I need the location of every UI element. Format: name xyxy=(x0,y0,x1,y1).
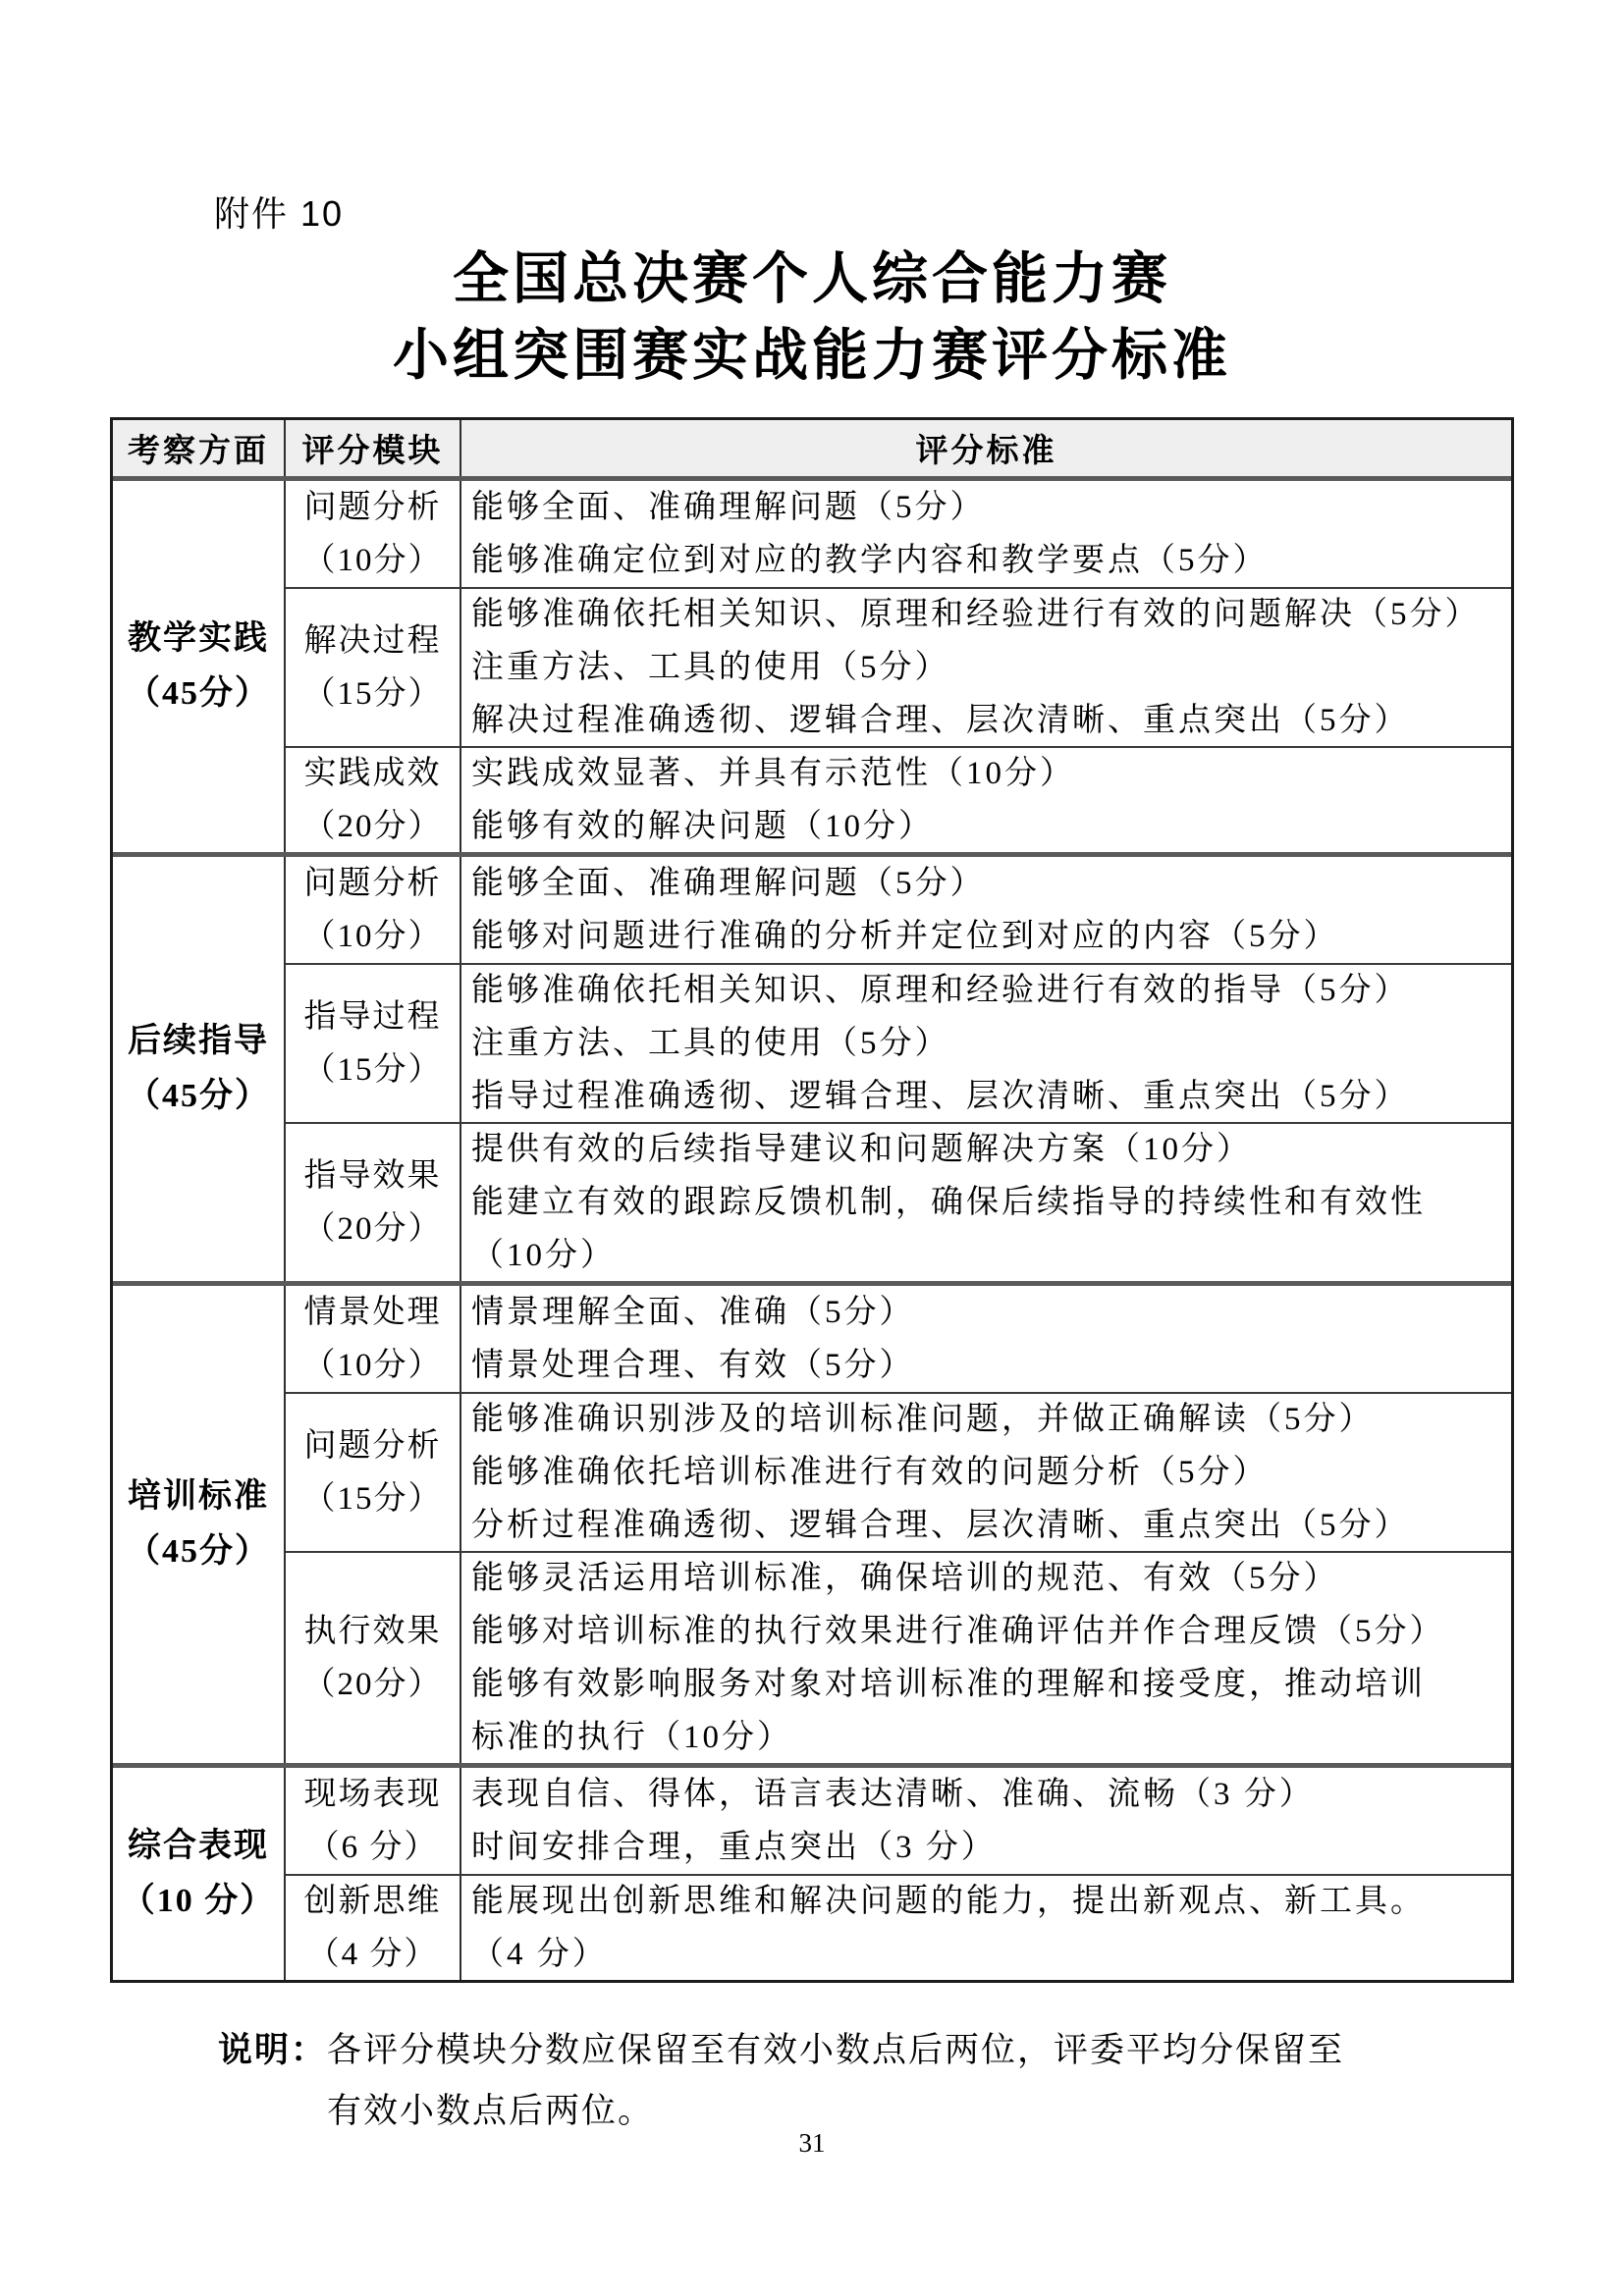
standard-line: 能够对问题进行准确的分析并定位到对应的内容（5分） xyxy=(471,919,1339,954)
module-rows xyxy=(286,1768,1511,1980)
footnote xyxy=(218,2020,1344,2142)
table-row xyxy=(286,1286,1511,1392)
title-line-1: 全国总决赛个人综合能力赛 xyxy=(453,248,1171,310)
table-group xyxy=(113,852,1511,1281)
page-number: 31 xyxy=(798,2128,826,2158)
table-group xyxy=(113,1281,1511,1763)
table-row xyxy=(286,587,1511,746)
table-row xyxy=(286,963,1511,1122)
standard-line: 标准的执行（10分） xyxy=(471,1720,792,1755)
module-label-line: （15分） xyxy=(302,676,443,712)
standard-line: 情景处理合理、有效（5分） xyxy=(471,1348,915,1383)
header-standard: 评分标准 xyxy=(915,432,1057,468)
standard-line: （10分） xyxy=(471,1238,616,1273)
module-cell xyxy=(286,965,461,1122)
standard-line: 表现自信、得体，语言表达清晰、准确、流畅（3 分） xyxy=(471,1777,1315,1812)
title-line-2: 小组突围赛实战能力赛评分标准 xyxy=(393,325,1231,387)
aspect-label-line: 培训标准 xyxy=(128,1478,269,1515)
aspect-label-line: （45分） xyxy=(127,675,270,712)
module-cell xyxy=(286,1394,461,1551)
module-label-line: （20分） xyxy=(302,1211,443,1247)
module-rows xyxy=(286,1286,1511,1763)
standard-line: 能够准确依托相关知识、原理和经验进行有效的问题解决（5分） xyxy=(471,597,1481,632)
standard-cell xyxy=(461,589,1511,746)
module-label-line: 指导效果 xyxy=(303,1158,442,1194)
module-label-line: （4 分） xyxy=(306,1937,439,1972)
standard-line: 能够灵活运用培训标准，确保培训的规范、有效（5分） xyxy=(471,1561,1339,1596)
standard-line: 指导过程准确透彻、逻辑合理、层次清晰、重点突出（5分） xyxy=(471,1079,1410,1114)
footnote-line-1: 各评分模块分数应保留至有效小数点后两位，评委平均分保留至 xyxy=(327,2031,1345,2069)
header-aspect: 考察方面 xyxy=(113,420,286,476)
footnote-label: 说明： xyxy=(218,2031,328,2069)
module-rows xyxy=(286,857,1511,1281)
aspect-label-line: （45分） xyxy=(127,1078,270,1114)
footnote-line-2: 有效小数点后两位。 xyxy=(327,2092,655,2130)
aspect-label-line: （45分） xyxy=(127,1533,270,1570)
module-cell xyxy=(286,481,461,587)
aspect-cell xyxy=(113,1286,286,1763)
standard-line: 解决过程准确透彻、逻辑合理、层次清晰、重点突出（5分） xyxy=(471,703,1410,738)
table-row xyxy=(286,746,1511,852)
standard-line: 能够全面、准确理解问题（5分） xyxy=(471,490,986,525)
table-row xyxy=(286,1874,1511,1980)
module-cell xyxy=(286,748,461,852)
standard-cell xyxy=(461,1876,1511,1980)
standard-line: 能够全面、准确理解问题（5分） xyxy=(471,866,986,901)
aspect-cell xyxy=(113,857,286,1281)
module-label-line: 实践成效 xyxy=(303,756,442,791)
module-label-line: （10分） xyxy=(302,543,443,578)
footnote-body xyxy=(327,2020,1344,2142)
table-row xyxy=(286,857,1511,963)
standard-cell xyxy=(461,1124,1511,1281)
standard-line: 注重方法、工具的使用（5分） xyxy=(471,1026,950,1061)
document-title xyxy=(0,241,1624,395)
module-label-line: （10分） xyxy=(302,919,443,954)
module-cell xyxy=(286,1286,461,1392)
standard-line: 注重方法、工具的使用（5分） xyxy=(471,650,950,685)
attachment-label: 附件 10 xyxy=(214,193,345,234)
module-cell xyxy=(286,1768,461,1874)
table-header-row xyxy=(113,420,1511,481)
standard-line: 能够对培训标准的执行效果进行准确评估并作合理反馈（5分） xyxy=(471,1614,1445,1649)
standard-line: 能够有效的解决问题（10分） xyxy=(471,809,934,844)
standard-line: 时间安排合理，重点突出（3 分） xyxy=(471,1830,997,1865)
standard-cell xyxy=(461,748,1511,852)
standard-line: 情景理解全面、准确（5分） xyxy=(471,1295,915,1330)
standard-line: 能够准确依托培训标准进行有效的问题分析（5分） xyxy=(471,1455,1269,1490)
aspect-label-line: （10 分） xyxy=(121,1883,276,1919)
table-row xyxy=(286,1122,1511,1281)
standard-line: 能够准确依托相关知识、原理和经验进行有效的指导（5分） xyxy=(471,973,1410,1008)
module-label-line: 创新思维 xyxy=(303,1884,442,1919)
table-body xyxy=(113,481,1511,1980)
module-label-line: 现场表现 xyxy=(303,1777,442,1812)
table-row xyxy=(286,1392,1511,1551)
standard-line: 分析过程准确透彻、逻辑合理、层次清晰、重点突出（5分） xyxy=(471,1508,1410,1543)
standard-cell xyxy=(461,857,1511,963)
aspect-cell xyxy=(113,1768,286,1980)
standard-line: 能够有效影响服务对象对培训标准的理解和接受度，推动培训 xyxy=(471,1667,1426,1702)
aspect-cell xyxy=(113,481,286,852)
standard-cell xyxy=(461,1286,1511,1392)
module-label-line: （10分） xyxy=(302,1348,443,1383)
standard-cell xyxy=(461,481,1511,587)
standard-cell xyxy=(461,965,1511,1122)
standard-line: 实践成效显著、并具有示范性（10分） xyxy=(471,756,1075,791)
module-label-line: 指导过程 xyxy=(303,999,442,1035)
table-row xyxy=(286,1551,1511,1763)
module-label-line: （15分） xyxy=(302,1052,443,1088)
module-label-line: 解决过程 xyxy=(303,623,442,659)
standard-line: 能够准确定位到对应的教学内容和教学要点（5分） xyxy=(471,543,1269,578)
module-label-line: 执行效果 xyxy=(303,1614,442,1649)
standard-cell xyxy=(461,1553,1511,1763)
module-label-line: （6 分） xyxy=(306,1830,439,1865)
aspect-label-line: 综合表现 xyxy=(128,1828,269,1864)
table-group xyxy=(113,481,1511,852)
standard-cell xyxy=(461,1394,1511,1551)
standard-cell xyxy=(461,1768,1511,1874)
module-label-line: 问题分析 xyxy=(303,1428,442,1464)
standard-line: 能建立有效的跟踪反馈机制，确保后续指导的持续性和有效性 xyxy=(471,1185,1426,1220)
module-label-line: （20分） xyxy=(302,1667,443,1702)
module-rows xyxy=(286,481,1511,852)
table-row xyxy=(286,481,1511,587)
standard-line: 能够准确识别涉及的培训标准问题，并做正确解读（5分） xyxy=(471,1402,1375,1437)
module-label-line: （20分） xyxy=(302,809,443,844)
standard-line: （4 分） xyxy=(471,1937,608,1972)
standard-line: 提供有效的后续指导建议和问题解决方案（10分） xyxy=(471,1132,1252,1167)
score-table xyxy=(110,417,1514,1983)
module-label-line: 问题分析 xyxy=(303,490,442,525)
table-group xyxy=(113,1763,1511,1980)
standard-line: 能展现出创新思维和解决问题的能力，提出新观点、新工具。 xyxy=(471,1884,1426,1919)
module-label-line: （15分） xyxy=(302,1481,443,1517)
table-row xyxy=(286,1768,1511,1874)
aspect-label-line: 教学实践 xyxy=(128,620,269,657)
module-cell xyxy=(286,589,461,746)
module-cell xyxy=(286,1553,461,1763)
module-label-line: 问题分析 xyxy=(303,866,442,901)
module-label-line: 情景处理 xyxy=(303,1295,442,1330)
aspect-label-line: 后续指导 xyxy=(128,1023,269,1059)
module-cell xyxy=(286,1876,461,1980)
header-module: 评分模块 xyxy=(286,420,461,476)
module-cell xyxy=(286,857,461,963)
module-cell xyxy=(286,1124,461,1281)
